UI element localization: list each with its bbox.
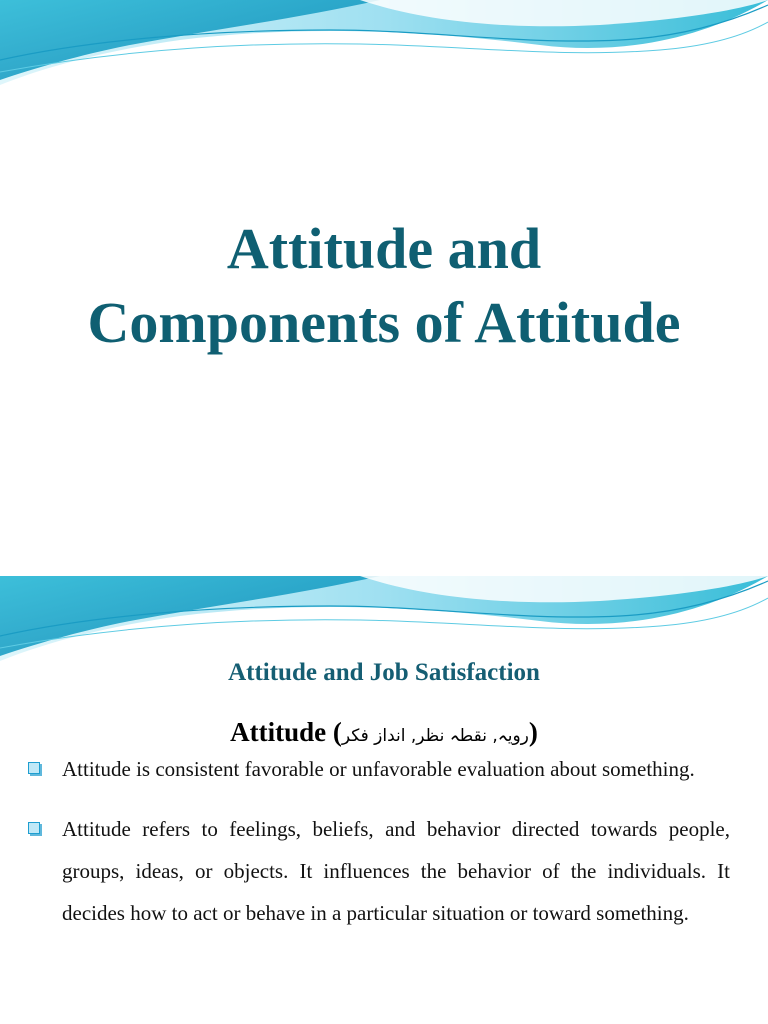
- bullet-list: [24, 748, 730, 952]
- hollow-square-bullet-icon: [28, 822, 40, 834]
- hollow-square-bullet-icon: [28, 762, 40, 774]
- subtitle-word: Attitude: [230, 717, 327, 747]
- wave-banner-icon: [0, 0, 768, 100]
- subtitle-urdu: رویہ, نقطہ نظر, انداز فکر: [341, 726, 529, 746]
- slide-content: [0, 576, 768, 1024]
- slide-title-heading: [0, 212, 768, 360]
- slide-heading: Attitude and Job Satisfaction: [228, 659, 540, 686]
- title-line-2: Components of Attitude: [87, 290, 681, 355]
- list-item: [24, 748, 730, 790]
- bullet-text: Attitude is consistent favorable or unfavorable evaluation about something.: [62, 757, 695, 781]
- subtitle-close-paren: ): [528, 717, 538, 747]
- subtitle-open-paren: (: [332, 717, 342, 747]
- title-line-1: Attitude and: [226, 216, 542, 281]
- bullet-text: Attitude refers to feelings, beliefs, and behavior directed towards people, groups, ideas, or objects. It influences the behavior of the individuals. It decides how to act or behave in a particular situation or toward something.: [62, 817, 730, 925]
- list-item: [24, 808, 730, 934]
